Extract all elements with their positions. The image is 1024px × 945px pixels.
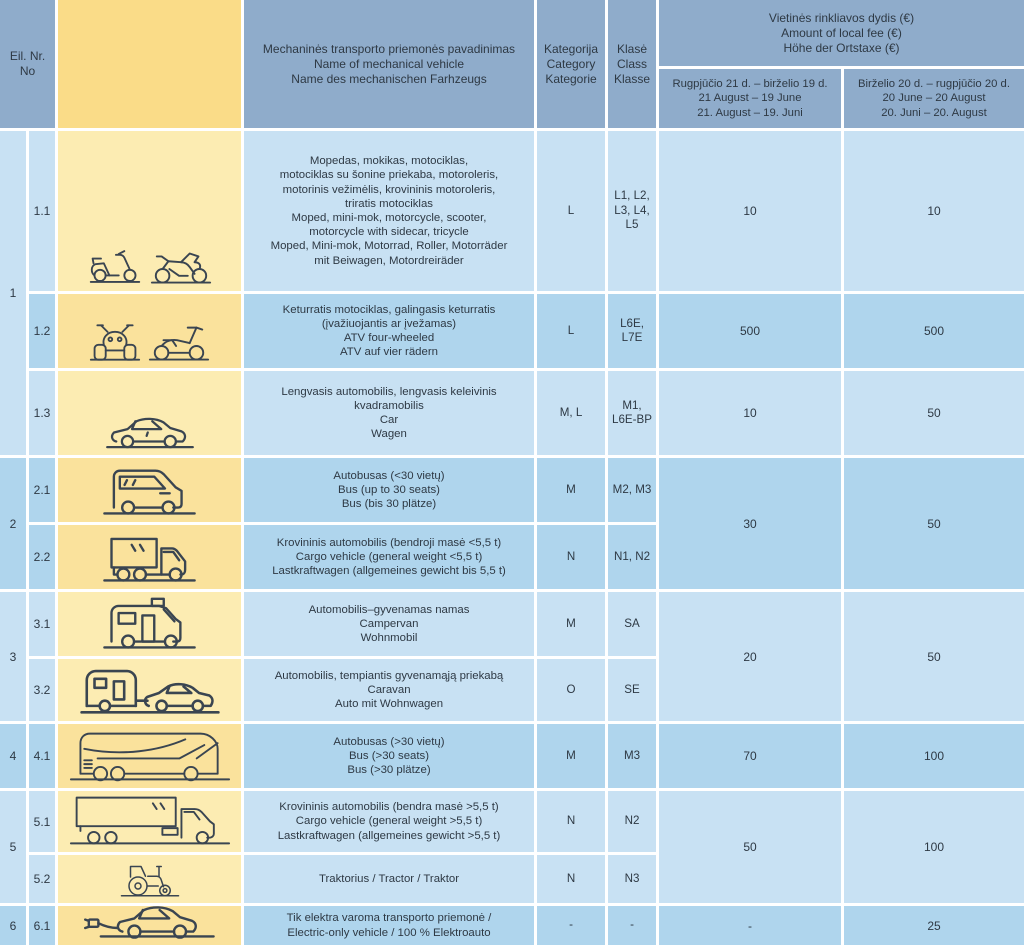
vehicle-name-line: kvadramobilis (354, 399, 424, 412)
header-fee-high-season-en: 20 June – 20 August (882, 92, 986, 105)
vehicle-icon-cell (58, 906, 241, 945)
header-class-en: Class (616, 56, 647, 71)
header-vehicle-name-lt: Mechaninės transporto priemonės pavadinimas (262, 41, 516, 56)
class-cell (608, 592, 656, 656)
class-line: L5 (625, 218, 639, 232)
fee-high-season-cell: 25 (844, 906, 1024, 945)
vehicle-name-line: Cargo vehicle (general weight >5,5 t) (295, 815, 483, 828)
vehicle-name-line: Caravan (367, 683, 411, 696)
scooter-icon (87, 239, 143, 286)
category-cell: N (537, 791, 605, 852)
group-number-cell: 1 (0, 131, 26, 455)
row-number-cell: 5.2 (29, 855, 55, 903)
vehicle-icon-cell (58, 525, 241, 589)
vehicle-icon-cell (58, 458, 241, 522)
vehicle-name-line: Krovininis automobilis (bendroji masė <5,5 t) (276, 536, 502, 549)
class-line: M2, M3 (612, 482, 652, 496)
fee-low-season-cell: 70 (659, 724, 841, 788)
category-cell: L (537, 131, 605, 291)
vehicle-name-line: Moped, Mini-mok, Motorrad, Roller, Motorräder (270, 240, 508, 253)
vehicle-name-line: Moped, mini-mok, motorcycle, scooter, (291, 212, 487, 224)
row-number-cell: 3.2 (29, 659, 55, 721)
vehicle-name-line: Lastkraftwagen (allgemeines gewicht >5,5 t) (277, 829, 501, 842)
vehicle-name-cell (244, 855, 534, 903)
car-icon (105, 410, 195, 451)
vehicle-name-line: Automobilis, tempiantis gyvenamąją priekabą (274, 669, 504, 682)
fee-low-season-cell: 20 (659, 592, 841, 721)
class-cell (608, 458, 656, 522)
vehicle-name-line: Tik elektra varoma transporto priemonė / (286, 912, 492, 925)
vehicle-icon-cell (58, 791, 241, 852)
vehicle-name-cell (244, 724, 534, 788)
category-cell: M, L (537, 371, 605, 455)
category-cell: O (537, 659, 605, 721)
vehicle-name-line: Lengvasis automobilis, lengvasis keleivinis (281, 385, 497, 398)
vehicle-name-line: Lastkraftwagen (allgemeines gewicht bis 5,5 t) (272, 565, 506, 578)
class-line: L6E-BP (612, 413, 652, 426)
vehicle-name-line: mit Beiwagen, Motordreiräder (314, 254, 464, 267)
fee-low-season-cell: 10 (659, 371, 841, 455)
tractor-icon (120, 856, 180, 898)
header-category-de: Kategorie (545, 71, 597, 86)
class-line: SE (624, 682, 640, 696)
fee-high-season-cell: 50 (844, 592, 1024, 721)
category-cell: N (537, 525, 605, 589)
fee-high-season-cell: 500 (844, 294, 1024, 368)
vehicle-icon-cell (58, 294, 241, 368)
header-fee-high-season-de: 20. Juni – 20. August (881, 106, 987, 119)
header-vehicle-name (244, 0, 534, 128)
group-number-cell: 4 (0, 724, 26, 788)
header-fee-high-season (844, 69, 1024, 128)
sport-motorcycle-icon (150, 238, 212, 286)
category-cell: M (537, 592, 605, 656)
class-line: L7E (621, 331, 643, 344)
vehicle-name-line: Car (379, 414, 399, 426)
header-category-en: Category (546, 56, 596, 71)
header-class (608, 0, 656, 128)
vehicle-name-cell (244, 458, 534, 522)
box-truck-icon (102, 527, 197, 584)
vehicle-name-cell (244, 131, 534, 291)
vehicle-name-cell (244, 371, 534, 455)
class-line: L1, L2, (614, 189, 650, 203)
header-vehicle-name-en: Name of mechanical vehicle (313, 56, 465, 71)
vehicle-name-line: Keturratis motociklas, galingasis keturratis (282, 303, 496, 316)
header-class-de: Klasse (613, 71, 651, 86)
header-fee-amount (659, 0, 1024, 66)
class-line: SA (624, 616, 640, 630)
vehicle-name-line: Bus (up to 30 seats) (338, 483, 440, 496)
vehicle-icon-cell (58, 592, 241, 656)
header-category (537, 0, 605, 128)
vehicle-name-line: Auto mit Wohnwagen (334, 698, 444, 711)
quad-atv-icon (89, 317, 141, 363)
header-fee-amount-de: Höhe der Ortstaxe (€) (783, 40, 900, 55)
category-cell: L (537, 294, 605, 368)
vehicle-icon-cell (58, 371, 241, 455)
class-cell (608, 371, 656, 455)
vehicle-name-line: Traktorius / Tractor / Traktor (318, 872, 460, 885)
fee-low-season-cell: 10 (659, 131, 841, 291)
class-line: N1, N2 (613, 549, 651, 563)
fee-low-season-cell: 30 (659, 458, 841, 589)
minibus-icon (102, 460, 197, 517)
campervan-icon (102, 594, 197, 651)
category-cell: N (537, 855, 605, 903)
class-cell (608, 791, 656, 852)
class-line: N2 (624, 814, 640, 828)
vehicle-name-line: Wohnmobil (360, 632, 418, 645)
row-number-cell: 1.3 (29, 371, 55, 455)
vehicle-name-line: Mopedas, mokikas, motociklas, (309, 155, 469, 168)
fee-high-season-cell: 100 (844, 791, 1024, 903)
vehicle-name-line: Autobusas (<30 vietų) (333, 469, 445, 482)
vehicle-name-line: Bus (>30 plätze) (347, 764, 431, 777)
class-cell (608, 855, 656, 903)
category-cell: M (537, 458, 605, 522)
vehicle-name-line: Campervan (359, 617, 419, 630)
header-class-lt: Klasė (616, 41, 648, 56)
vehicle-name-line: motorcycle with sidecar, tricycle (309, 226, 469, 239)
header-row-number-line: Eil. Nr. (9, 49, 46, 63)
class-line: N3 (624, 871, 640, 885)
chopper-motorcycle-icon (148, 315, 210, 363)
category-cell: M (537, 724, 605, 788)
fee-high-season-cell: 100 (844, 724, 1024, 788)
fee-high-season-cell: 50 (844, 371, 1024, 455)
caravan-car-icon (79, 662, 221, 716)
vehicle-name-cell (244, 791, 534, 852)
coach-bus-icon (69, 726, 231, 783)
vehicle-icon-cell (58, 131, 241, 291)
row-number-cell: 3.1 (29, 592, 55, 656)
vehicle-name-line: Electric-only vehicle / 100 % Elektroauto (287, 926, 491, 939)
class-cell (608, 294, 656, 368)
group-number-cell: 6 (0, 906, 26, 945)
vehicle-icon-cell (58, 659, 241, 721)
header-row-number (0, 0, 55, 128)
header-fee-low-season-en: 21 August – 19 June (698, 92, 802, 105)
vehicle-name-line: Automobilis–gyvenamas namas (308, 603, 470, 616)
vehicle-name-line: Bus (bis 30 plätze) (341, 498, 437, 511)
header-vehicle-name-de: Name des mechanischen Farhzeugs (291, 71, 487, 86)
fee-high-season-cell: 10 (844, 131, 1024, 291)
group-number-cell: 5 (0, 791, 26, 903)
class-line: - (630, 918, 634, 932)
class-cell (608, 906, 656, 945)
fee-high-season-cell: 50 (844, 458, 1024, 589)
row-number-cell: 1.1 (29, 131, 55, 291)
vehicle-name-line: ATV auf vier rädern (340, 346, 438, 359)
header-category-lt: Kategorija (543, 41, 599, 56)
vehicle-name-cell (244, 525, 534, 589)
vehicle-name-line: Wagen (371, 428, 407, 441)
fee-low-season-cell: 500 (659, 294, 841, 368)
group-number-cell: 2 (0, 458, 26, 589)
class-line: L6E, (620, 316, 644, 330)
vehicle-name-line: Autobusas (>30 vietų) (333, 735, 445, 748)
electric-car-icon (84, 906, 216, 940)
header-fee-amount-lt: Vietinės rinkliavos dydis (€) (768, 10, 915, 25)
row-number-cell: 1.2 (29, 294, 55, 368)
group-number-cell: 3 (0, 592, 26, 721)
header-fee-low-season-de: 21. August – 19. Juni (697, 106, 803, 119)
class-cell (608, 659, 656, 721)
vehicle-icon-cell (58, 724, 241, 788)
class-cell (608, 131, 656, 291)
vehicle-name-line: motorinis vežimėlis, krovininis motoroleris, (282, 183, 496, 196)
vehicle-name-line: Bus (>30 seats) (348, 749, 430, 762)
vehicle-name-line: Cargo vehicle (general weight <5,5 t) (295, 550, 483, 563)
vehicle-name-line: triratis motociklas (345, 197, 433, 210)
header-fee-amount-en: Amount of local fee (€) (781, 25, 902, 40)
header-fee-high-season-lt: Birželio 20 d. – rugpjūčio 20 d. (858, 77, 1010, 90)
row-number-cell: 4.1 (29, 724, 55, 788)
vehicle-name-line: Krovininis automobilis (bendra masė >5,5 t) (279, 801, 499, 814)
vehicle-name-cell (244, 592, 534, 656)
row-number-cell: 5.1 (29, 791, 55, 852)
vehicle-name-cell (244, 294, 534, 368)
class-line: M3 (623, 748, 641, 762)
vehicle-name-line: ATV four-wheeled (343, 332, 435, 344)
row-number-cell: 2.2 (29, 525, 55, 589)
class-line: L3, L4, (614, 203, 650, 217)
class-cell (608, 525, 656, 589)
header-fee-low-season-lt: Rugpjūčio 21 d. – birželio 19 d. (672, 77, 828, 90)
vehicle-name-line: motociklas su šonine priekaba, motoroleris, (279, 169, 499, 182)
vehicle-name-cell (244, 906, 534, 945)
header-fee-low-season (659, 69, 841, 128)
header-vehicle-icon-column (58, 0, 241, 128)
header-row-number-line: No (19, 64, 36, 78)
category-cell: - (537, 906, 605, 945)
class-line: M1, (622, 398, 642, 412)
class-cell (608, 724, 656, 788)
row-number-cell: 2.1 (29, 458, 55, 522)
fee-low-season-cell: - (659, 906, 841, 945)
semi-truck-icon (69, 791, 231, 847)
vehicle-icon-cell (58, 855, 241, 903)
vehicle-name-cell (244, 659, 534, 721)
vehicle-name-line: (įvažiuojantis ar įvežamas) (321, 317, 457, 330)
fee-low-season-cell: 50 (659, 791, 841, 903)
row-number-cell: 6.1 (29, 906, 55, 945)
